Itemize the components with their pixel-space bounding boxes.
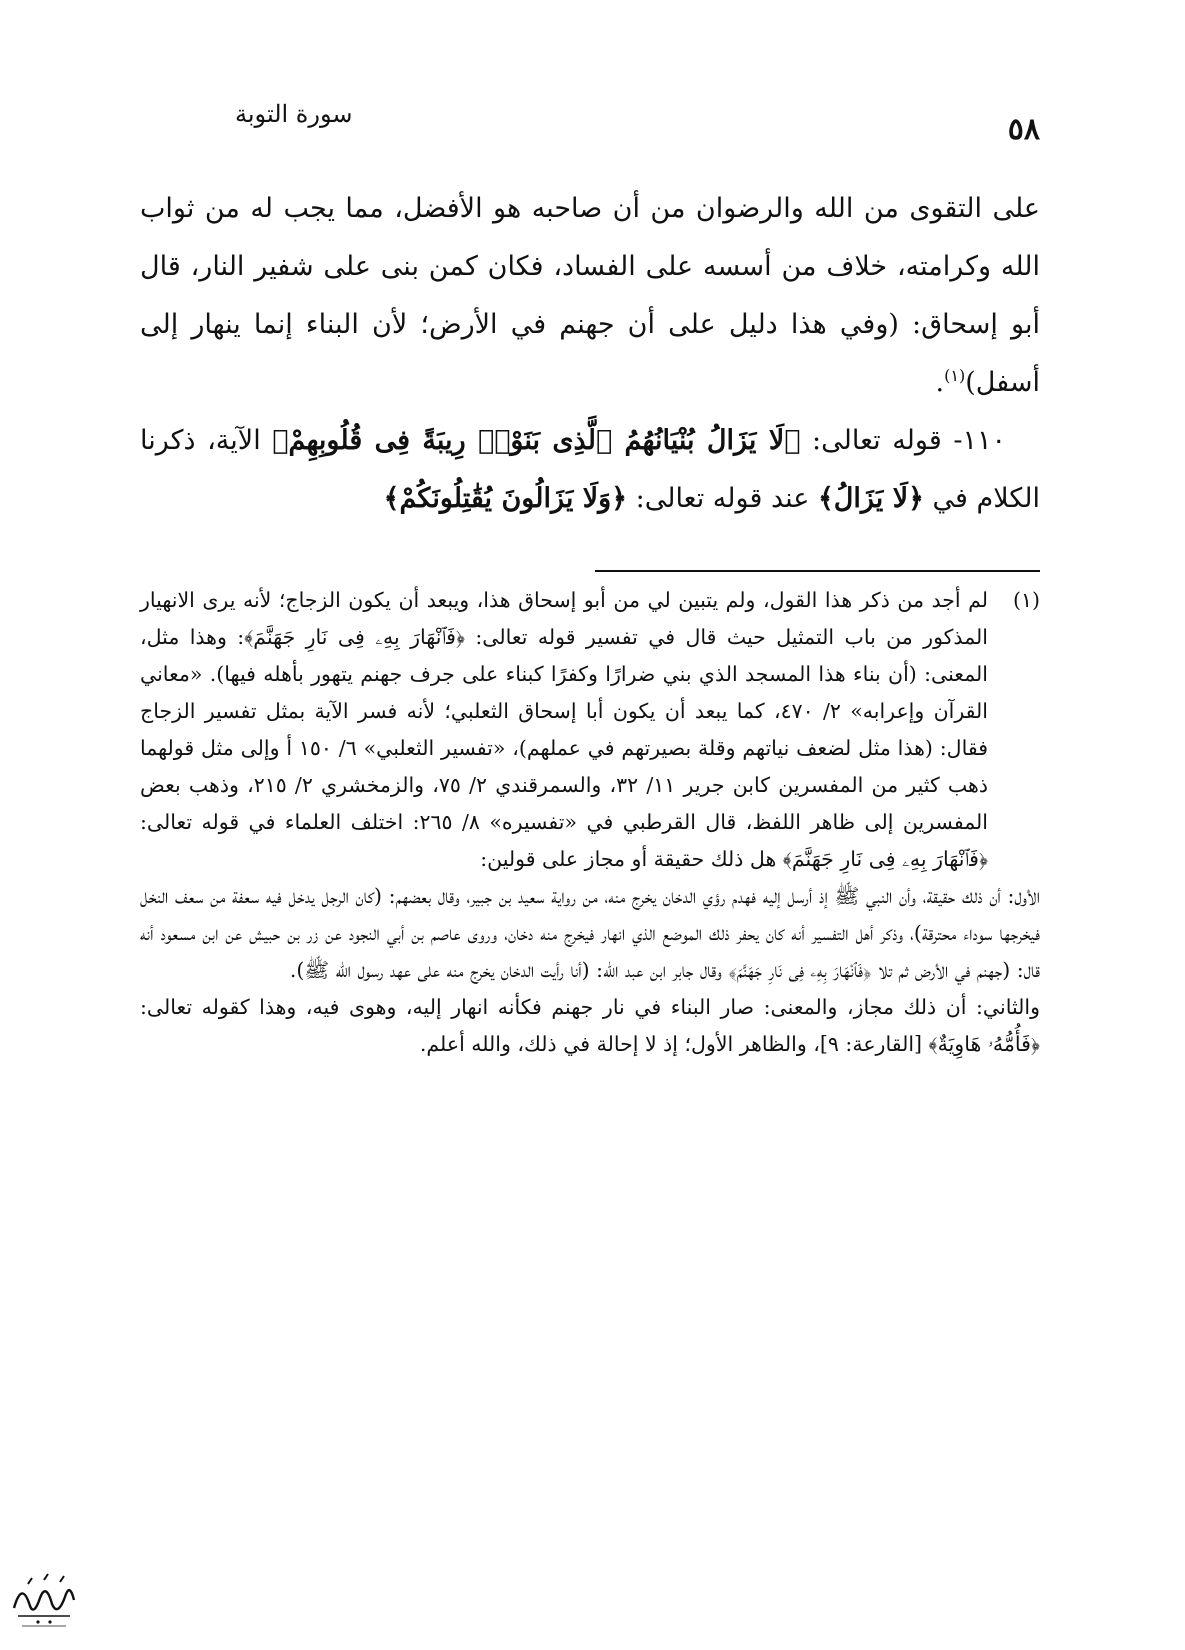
- page-header: [140, 100, 1040, 150]
- page-number: ٥٨: [1007, 112, 1040, 147]
- footnote-1: [140, 582, 1040, 878]
- footnote-1-paragraph-2: الأول: أن ذلك حقيقة، وأن النبي ﷺ إذ أرسل إليه فهدم رؤي الدخان يخرج منه، من رواية سعيد بن جبير، وقال بعضهم: (كان الرجل يدخل فيه سعفة من سعف النخل فيخرجها سوداء محترقة)، وذكر أهل التفسير أنه كان يحفر ذلك الموضع الذي انهار فيخرج منه دخان، وروى عاصم بن أبي النجود عن زر بن حبيش عن ابن مسعود أنه قال: (جهنم في الأرض ثم تلا ﴿فَٱنْهَارَ بِهِۦ فِى نَارِ جَهَنَّمَ﴾ وقال جابر ابن عبد الله: (أنا رأيت الدخان يخرج منه على عهد رسول الله ﷺ).: [140, 884, 1040, 982]
- footnote-1-paragraph-3: والثاني: أن ذلك مجاز، والمعنى: صار البناء في نار جهنم فكأنه انهار إليه، وهوى فيه، وهذا كقوله تعالى: ﴿فَأُمُّهُۥ هَاوِيَةٌ﴾ [القارعة: ٩]، والظاهر الأول؛ إذ لا إحالة في ذلك، والله أعلم.: [140, 995, 1040, 1056]
- quran-verse-2: ﴿لَا يَزَالُ﴾: [817, 483, 924, 514]
- body-paragraph-1-end: .: [935, 367, 945, 398]
- quran-verse-3: ﴿وَلَا يَزَالُونَ يُقَٰتِلُونَكُمْ﴾: [383, 483, 628, 514]
- footnote-1-paragraph-1: لم أجد من ذكر هذا القول، ولم يتبين لي من أبو إسحاق هذا، ويبعد أن يكون الزجاج؛ لأنه يرى الانهيار المذكور من باب التمثيل حيث قال في تفسير قوله تعالى: ﴿فَٱنْهَارَ بِهِۦ فِى نَارِ جَهَنَّمَ﴾: وهذا مثل، المعنى: (أن بناء هذا المسجد الذي بني ضرارًا وكفرًا كبناء على جرف جهنم يتهور بأهله فيها). «معاني القرآن وإعرابه» ٢/ ٤٧٠، كما يبعد أن يكون أبا إسحاق الثعلبي؛ لأنه فسر الآية بمثل تفسير الزجاج فقال: (هذا مثل لضعف نياتهم وقلة بصيرتهم في عملهم)، «تفسير الثعلبي» ٦/ ١٥٠ أ وإلى مثل قولهما ذهب كثير من المفسرين كابن جرير ١١/ ٣٢، والسمرقندي ٢/ ٧٥، والزمخشري ٢/ ٢١٥، وذهب بعض المفسرين إلى ظاهر اللفظ، قال القرطبي في «تفسيره» ٨/ ٢٦٥: اختلف العلماء في قوله تعالى: ﴿فَٱنْهَارَ بِهِۦ فِى نَارِ جَهَنَّمَ﴾ هل ذلك حقيقة أو مجاز على قولين:: [140, 588, 988, 871]
- body-paragraph-2: [140, 412, 1040, 528]
- footnote-separator: [595, 570, 1040, 572]
- body-paragraph-2-mid2: عند قوله تعالى:: [627, 483, 818, 514]
- footnote-1-number: (١): [1012, 588, 1040, 612]
- verse-number-lead: ١١٠- قوله تعالى:: [800, 425, 1006, 456]
- body-paragraph-1-text: على التقوى من الله والرضوان من أن صاحبه هو الأفضل، مما يجب له من ثواب الله وكرامته، خلاف من أسسه على الفساد، فكان كمن بنى على شفير النار، قال أبو إسحاق: (وفي هذا دليل على أن جهنم في الأرض؛ لأن البناء إنما ينهار إلى أسفل): [140, 193, 1041, 398]
- footnote-ref-1[interactable]: (١): [944, 366, 966, 385]
- body-paragraph-2-mid1: الآية، ذكرنا الكلام في: [140, 425, 1040, 514]
- quran-verse-1: ﴿لَا يَزَالُ بُنْيَانُهُمُ ٱلَّذِى بَنَوْا۟ رِيبَةً فِى قُلُوبِهِمْ﴾: [272, 425, 801, 456]
- footnotes-section: [140, 582, 1040, 1063]
- body-paragraph-1: [140, 180, 1040, 412]
- running-title: سورة التوبة: [235, 100, 353, 128]
- publisher-seal-icon: [8, 1560, 80, 1632]
- main-body: [140, 180, 1040, 528]
